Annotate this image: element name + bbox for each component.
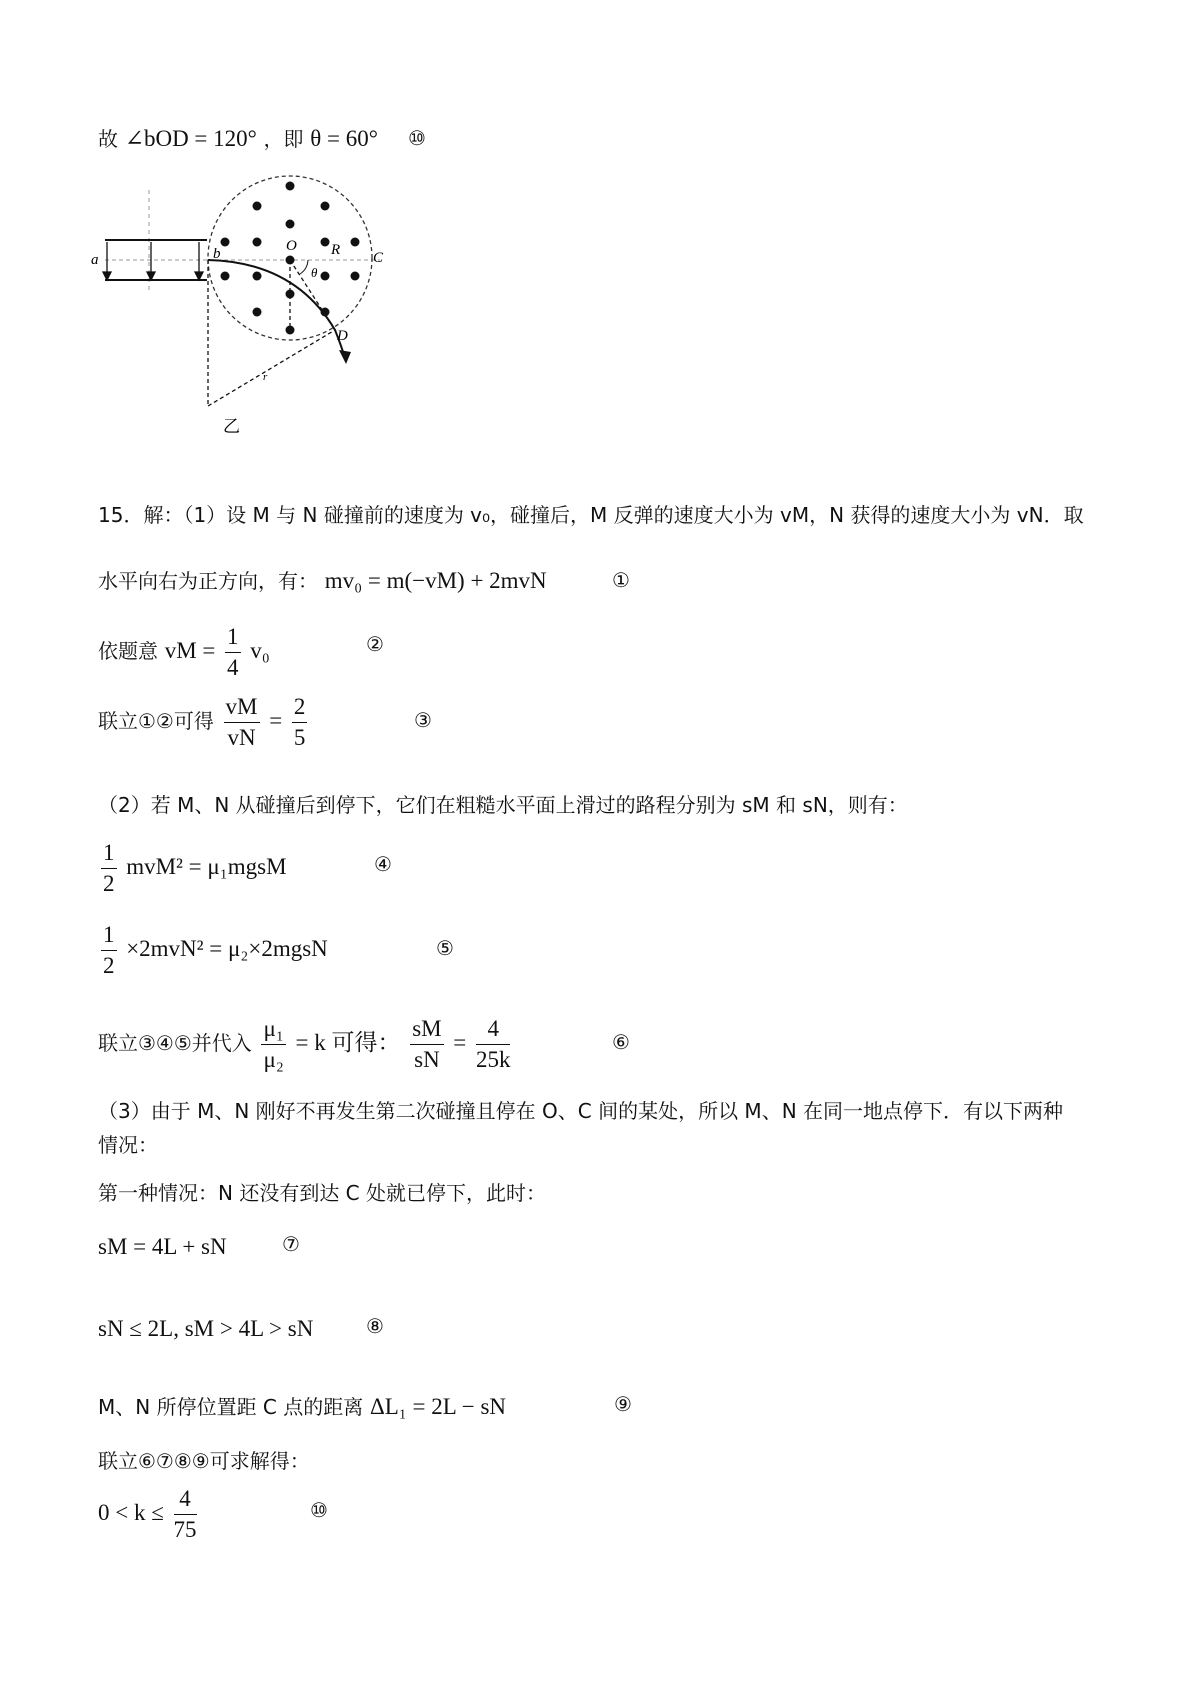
eq6-frac3 — [476, 1014, 511, 1075]
eq6-frac — [261, 1014, 285, 1075]
eq-mark-8: ⑧ — [366, 1314, 384, 1338]
eq-mark-10a: ⑩ — [408, 126, 426, 150]
eq3-num2: 2 — [292, 692, 308, 723]
eq10-frac — [174, 1484, 197, 1545]
eq-mark-5: ⑤ — [436, 936, 454, 960]
eq1-text: 水平向右为正方向，有： — [98, 569, 318, 593]
eq6-frac2 — [410, 1014, 443, 1075]
eq4-den: 2 — [103, 871, 115, 896]
eq4-frac — [101, 838, 117, 899]
eq6-den3: 25k — [475, 1047, 511, 1072]
eq2-right: v₀ — [250, 638, 270, 663]
eq7: sM = 4L + sN — [98, 1234, 227, 1259]
eq6-den2: sN — [414, 1047, 440, 1072]
eq5-frac — [101, 920, 117, 981]
eq4-line — [98, 838, 287, 899]
eq5-num: 1 — [101, 920, 117, 951]
label-b: b — [213, 246, 221, 262]
eq1-line — [98, 566, 547, 596]
eq5: ×2mvN² = μ₂×2mgsN — [126, 936, 328, 961]
eq2-num: 1 — [225, 622, 241, 653]
eq4: mvM² = μ₁mgsM — [126, 854, 287, 879]
eq3-num: vM — [224, 692, 260, 723]
eq10-den: 75 — [173, 1517, 197, 1542]
label-theta: θ — [311, 265, 318, 280]
label-C: C — [373, 250, 384, 266]
eq8: sN ≤ 2L, sM > 4L > sN — [98, 1316, 314, 1341]
final-text: 联立⑥⑦⑧⑨可求解得： — [98, 1449, 310, 1473]
eq6-line — [98, 1014, 513, 1075]
eq9-text: M、N 所停位置距 C 点的距离 — [98, 1395, 364, 1419]
case1-text: 第一种情况：N 还没有到达 C 处就已停下，此时： — [98, 1181, 546, 1205]
text-ji: ，即 — [263, 127, 304, 151]
field-diagram — [85, 170, 425, 440]
eq-mark-1: ① — [612, 568, 630, 592]
theta-arc — [300, 260, 308, 274]
label-D: D — [337, 328, 348, 344]
eq2-left: vM = — [164, 638, 216, 663]
eq9-line — [98, 1392, 506, 1422]
angle-expression: ∠bOD = 120° — [124, 126, 257, 151]
result-line — [98, 124, 378, 154]
eq1: mv₀ = m(−vM) + 2mvN — [324, 568, 547, 593]
text-gu: 故 — [98, 127, 118, 151]
label-R: R — [331, 242, 341, 258]
label-r: r — [263, 371, 268, 383]
eq6-num: μ₁ — [261, 1014, 285, 1045]
label-O: O — [286, 238, 297, 254]
eq2-line — [98, 622, 270, 683]
eq-mark-6: ⑥ — [612, 1030, 630, 1054]
eq2-den: 4 — [227, 655, 239, 680]
trajectory-arrow — [339, 350, 351, 364]
label-a: a — [91, 252, 99, 268]
eq3-frac2 — [292, 692, 308, 753]
eq2-text: 依题意 — [98, 639, 158, 663]
eq-mark-10: ⑩ — [310, 1498, 328, 1522]
eq10-line — [98, 1484, 200, 1545]
eq6-equals: = — [453, 1030, 467, 1055]
eq5-den: 2 — [103, 953, 115, 978]
eq3-equals: = — [269, 708, 283, 733]
eq4-num: 1 — [101, 838, 117, 869]
eq-mark-3: ③ — [414, 708, 432, 732]
eq9: ΔL₁ = 2L − sN — [369, 1394, 507, 1419]
eq-mark-7: ⑦ — [282, 1232, 300, 1256]
part3-text-2: 情况： — [98, 1133, 158, 1157]
eq6-equals-k: = k 可得： — [295, 1030, 401, 1055]
field-arrows — [103, 242, 203, 280]
radius-ry — [208, 330, 335, 406]
theta-expression: θ = 60° — [310, 126, 378, 151]
eq6-num3: 4 — [476, 1014, 511, 1045]
part3-text-1: （3）由于 M、N 刚好不再发生第二次碰撞且停在 O、C 间的某处，所以 M、N 在同一地点停下．有以下两种 — [98, 1099, 1064, 1123]
eq3-den2: 5 — [293, 725, 306, 750]
figure-caption: 乙 — [223, 417, 240, 437]
eq2-frac — [225, 622, 241, 683]
eq3-den: vN — [227, 725, 256, 750]
eq3-line — [98, 692, 310, 753]
eq6-den: μ₂ — [263, 1047, 284, 1072]
eq5-line — [98, 920, 328, 981]
eq6-num2: sM — [410, 1014, 443, 1045]
eq3-frac — [224, 692, 260, 753]
part2-text: （2）若 M、N 从碰撞后到停下，它们在粗糙水平面上滑过的路程分别为 sM 和 sN，则有： — [98, 793, 908, 817]
eq10-num: 4 — [174, 1484, 197, 1515]
eq-mark-4: ④ — [374, 852, 392, 876]
eq6-text: 联立③④⑤并代入 — [98, 1031, 252, 1055]
eq-mark-2: ② — [366, 632, 384, 656]
eq3-text: 联立①②可得 — [98, 709, 214, 733]
eq10-left: 0 < k ≤ — [98, 1500, 164, 1525]
problem-15-intro: 15．解：（1）设 M 与 N 碰撞前的速度为 v₀，碰撞后，M 反弹的速度大小为 vM，N 获得的速度大小为 vN．取 — [98, 503, 1084, 527]
eq-mark-9: ⑨ — [614, 1392, 632, 1416]
